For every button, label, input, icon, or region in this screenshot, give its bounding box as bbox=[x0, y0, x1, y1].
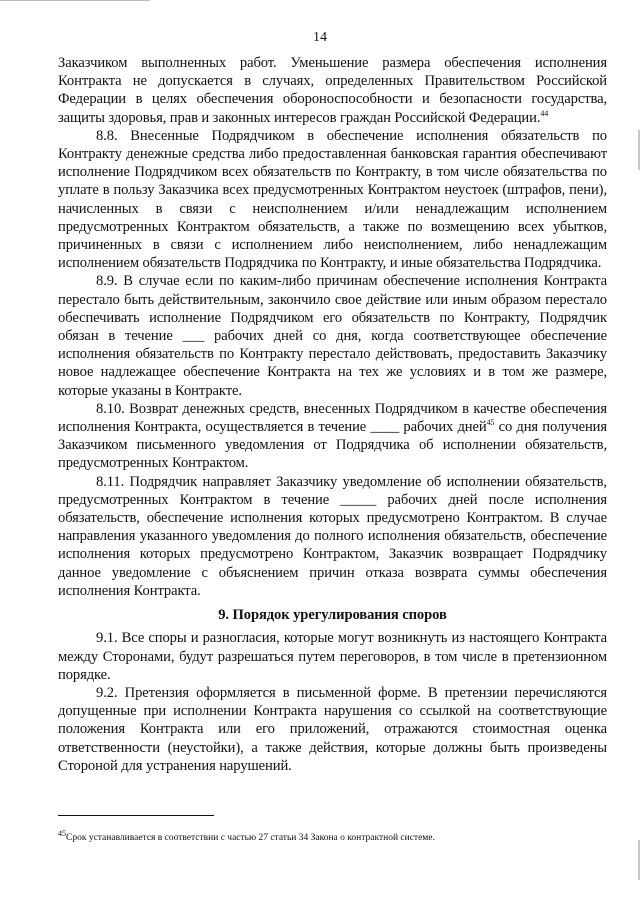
footnote-ref: 45 bbox=[486, 418, 495, 428]
paragraph-text: со дня получения Заказчиком письменного уведомления от Подрядчика об исполнении обязательств, предусмотренных Контрактом. bbox=[58, 419, 607, 472]
paragraph-text: 8.10. Возврат денежных средств, внесенных Подрядчиком в качестве обеспечения исполнения Контракта, осуществляется в течение ____ рабочих дней bbox=[58, 400, 607, 436]
paragraph-8-9: 8.9. В случае если по каким-либо причинам обеспечение исполнения Контракта перестало быть действительным, закончило свое действие или иным образом перестало обеспечивать исполнение Подрядчиком его обязательств по Контракту, Подрядчик обязан в течение ___ рабочих дней со дня, когда соответствующее обеспечение исполнения обязательств по Контракту перестало действовать, предоставить Заказчику новое надлежащее обеспечение Контракта на тех же условиях и в том же размере, которые указаны в Контракте. bbox=[58, 273, 607, 399]
document-body bbox=[58, 54, 607, 775]
footnote-marker: 45 bbox=[58, 828, 66, 838]
page-number: 14 bbox=[313, 30, 327, 45]
footnote-ref: 44 bbox=[540, 108, 549, 118]
paragraph-continuation bbox=[58, 54, 607, 127]
paragraph-8-11: 8.11. Подрядчик направляет Заказчику уведомление об исполнении обязательств, предусмотренных Контрактом в течение _____ рабочих дней после исполнения обязательств, обеспечение исполнения которых предусмотрено Контрактом. В случае направления указанного уведомления до полного исполнения обязательств, обеспечение исполнения которых предусмотрено Контрактом, Заказчик возвращает Подрядчику данное уведомление с объяснением причин отказа возврата суммы обеспечения исполнения Контракта. bbox=[58, 473, 607, 599]
paragraph-9-2: 9.2. Претензия оформляется в письменной форме. В претензии перечисляются допущенные при исполнении Контракта нарушения со ссылкой на соответствующие положения Контракта или его приложений, отражаются стоимостная оценка ответственности (неустойки), а также действия, которые должны быть произведены Стороной для устранения нарушений. bbox=[58, 684, 607, 774]
scan-top-edge bbox=[0, 0, 150, 4]
paragraph-8-10 bbox=[58, 400, 607, 473]
footnote-text: Срок устанавливается в соответствии с частью 27 статьи 34 Закона о контрактной системе. bbox=[66, 833, 435, 843]
footnote-separator bbox=[58, 815, 214, 816]
paragraph-9-1: 9.1. Все споры и разногласия, которые могут возникнуть из настоящего Контракта между Сторонами, будут разрешаться путем переговоров, в том числе в претензионном порядке. bbox=[58, 630, 607, 683]
paragraph-8-8: 8.8. Внесенные Подрядчиком в обеспечение исполнения обязательств по Контракту денежные средства либо предоставленная банковская гарантия обеспечивают исполнение Подрядчиком всех обязательств по Контракту, в том числе обязательства по уплате в пользу Заказчика всех предусмотренных Контрактом неустоек (штрафов, пени), начисленных в связи с неисполнением и/или ненадлежащим исполнением предусмотренных Контрактом обязательств, а также по возмещению всех убытков, причиненных в связи с исполнением либо неисполнением, либо ненадлежащим исполнением обязательств Подрядчика по Контракту, и иные обязательства Подрядчика. bbox=[58, 127, 607, 272]
paragraph-text: Заказчиком выполненных работ. Уменьшение размера обеспечения исполнения Контракта не допускается в случаях, определенных Правительством Российской Федерации в целях обеспечения обороноспособности и безопасности государства, защиты здоровья, прав и законных интересов граждан Российской Федерации. bbox=[58, 55, 607, 126]
footnote bbox=[58, 828, 618, 844]
section-title: 9. Порядок урегулирования споров bbox=[218, 607, 447, 624]
